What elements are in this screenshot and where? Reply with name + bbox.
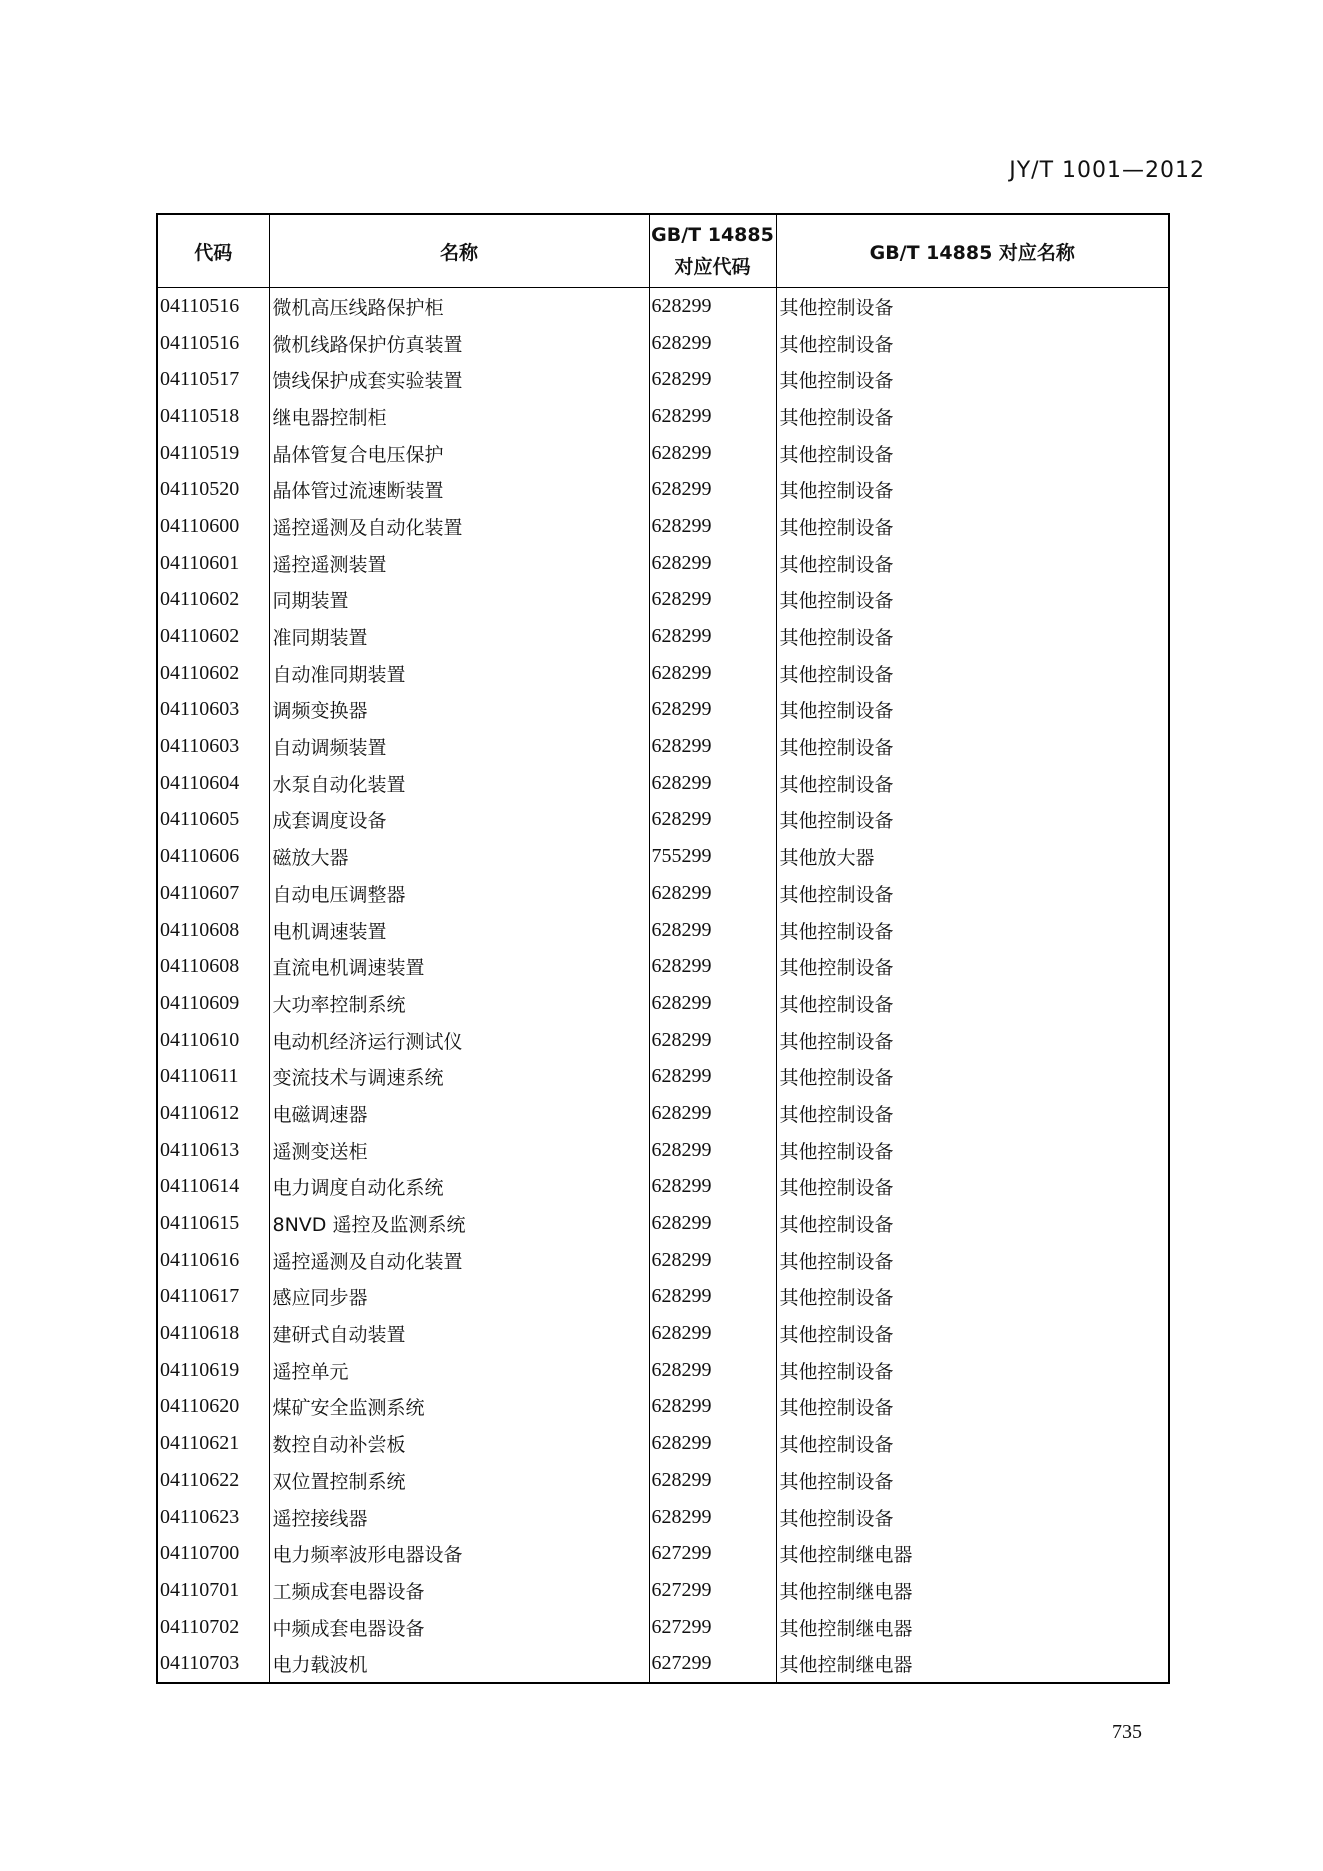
cell-gb-name: 其他控制设备 bbox=[776, 471, 1169, 508]
cell-gb-name: 其他控制设备 bbox=[776, 1499, 1169, 1536]
cell-gb-name: 其他控制设备 bbox=[776, 1242, 1169, 1279]
cell-gb-code: 628299 bbox=[649, 508, 776, 545]
cell-name: 直流电机调速装置 bbox=[269, 948, 649, 985]
cell-gb-name: 其他控制设备 bbox=[776, 288, 1169, 325]
cell-gb-code: 628299 bbox=[649, 912, 776, 949]
cell-code: 04110600 bbox=[157, 508, 269, 545]
cell-gb-code: 628299 bbox=[649, 1315, 776, 1352]
table-row bbox=[157, 838, 1169, 875]
cell-gb-code: 628299 bbox=[649, 692, 776, 729]
cell-gb-code: 628299 bbox=[649, 728, 776, 765]
cell-gb-name: 其他控制设备 bbox=[776, 912, 1169, 949]
cell-gb-code: 628299 bbox=[649, 398, 776, 435]
cell-code: 04110605 bbox=[157, 802, 269, 839]
cell-gb-code: 628299 bbox=[649, 325, 776, 362]
cell-gb-code: 627299 bbox=[649, 1645, 776, 1683]
column-header-gb-name: GB/T 14885 对应名称 bbox=[776, 214, 1169, 288]
table-row bbox=[157, 765, 1169, 802]
cell-name: 电机调速装置 bbox=[269, 912, 649, 949]
cell-code: 04110606 bbox=[157, 838, 269, 875]
cell-name: 8NVD 遥控及监测系统 bbox=[269, 1205, 649, 1242]
cell-gb-name: 其他控制设备 bbox=[776, 692, 1169, 729]
table-row bbox=[157, 655, 1169, 692]
table-row bbox=[157, 802, 1169, 839]
cell-gb-code: 628299 bbox=[649, 471, 776, 508]
cell-gb-code: 628299 bbox=[649, 582, 776, 619]
cell-name: 电力频率波形电器设备 bbox=[269, 1535, 649, 1572]
cell-gb-code: 628299 bbox=[649, 1169, 776, 1206]
cell-gb-name: 其他控制设备 bbox=[776, 1095, 1169, 1132]
table-row bbox=[157, 1022, 1169, 1059]
cell-gb-name: 其他控制设备 bbox=[776, 1462, 1169, 1499]
table-body bbox=[157, 288, 1169, 1684]
cell-gb-code: 628299 bbox=[649, 765, 776, 802]
cell-gb-code: 628299 bbox=[649, 1205, 776, 1242]
column-header-gb-code-line2: 对应代码 bbox=[674, 256, 751, 278]
cell-name: 遥控遥测及自动化装置 bbox=[269, 1242, 649, 1279]
cell-gb-code: 628299 bbox=[649, 435, 776, 472]
cell-gb-name: 其他控制设备 bbox=[776, 1389, 1169, 1426]
cell-name: 中频成套电器设备 bbox=[269, 1609, 649, 1646]
cell-gb-name: 其他控制设备 bbox=[776, 875, 1169, 912]
cell-code: 04110615 bbox=[157, 1205, 269, 1242]
cell-gb-code: 627299 bbox=[649, 1572, 776, 1609]
table-row bbox=[157, 1389, 1169, 1426]
cell-code: 04110702 bbox=[157, 1609, 269, 1646]
table-row bbox=[157, 692, 1169, 729]
cell-gb-code: 628299 bbox=[649, 361, 776, 398]
table-row bbox=[157, 1205, 1169, 1242]
cell-gb-name: 其他控制设备 bbox=[776, 1169, 1169, 1206]
table-row bbox=[157, 618, 1169, 655]
cell-gb-name: 其他控制继电器 bbox=[776, 1645, 1169, 1683]
table-row bbox=[157, 325, 1169, 362]
cell-gb-name: 其他控制设备 bbox=[776, 325, 1169, 362]
table-row bbox=[157, 1242, 1169, 1279]
column-header-gb-code-line1: GB/T 14885 bbox=[651, 224, 774, 246]
cell-code: 04110700 bbox=[157, 1535, 269, 1572]
cell-code: 04110607 bbox=[157, 875, 269, 912]
cell-code: 04110520 bbox=[157, 471, 269, 508]
cell-code: 04110516 bbox=[157, 288, 269, 325]
cell-gb-name: 其他控制设备 bbox=[776, 1279, 1169, 1316]
cell-gb-code: 628299 bbox=[649, 1058, 776, 1095]
cell-name: 遥控单元 bbox=[269, 1352, 649, 1389]
cell-name: 大功率控制系统 bbox=[269, 985, 649, 1022]
cell-gb-code: 628299 bbox=[649, 1132, 776, 1169]
header-row bbox=[157, 214, 1169, 288]
cell-gb-code: 628299 bbox=[649, 545, 776, 582]
cell-gb-name: 其他控制设备 bbox=[776, 1022, 1169, 1059]
cell-gb-code: 628299 bbox=[649, 1425, 776, 1462]
cell-code: 04110620 bbox=[157, 1389, 269, 1426]
table-row bbox=[157, 361, 1169, 398]
cell-name: 电磁调速器 bbox=[269, 1095, 649, 1132]
page-number: 735 bbox=[1112, 1721, 1142, 1743]
cell-gb-name: 其他控制设备 bbox=[776, 582, 1169, 619]
table-row bbox=[157, 435, 1169, 472]
cell-gb-name: 其他控制设备 bbox=[776, 361, 1169, 398]
table-header bbox=[157, 214, 1169, 288]
cell-name: 晶体管复合电压保护 bbox=[269, 435, 649, 472]
cell-gb-name: 其他控制设备 bbox=[776, 1058, 1169, 1095]
cell-name: 电力调度自动化系统 bbox=[269, 1169, 649, 1206]
table-row bbox=[157, 1058, 1169, 1095]
column-header-name: 名称 bbox=[269, 214, 649, 288]
cell-code: 04110518 bbox=[157, 398, 269, 435]
cell-gb-code: 628299 bbox=[649, 618, 776, 655]
cell-gb-code: 628299 bbox=[649, 1242, 776, 1279]
cell-gb-code: 628299 bbox=[649, 288, 776, 325]
code-mapping-table bbox=[156, 213, 1170, 1684]
cell-gb-name: 其他控制设备 bbox=[776, 728, 1169, 765]
cell-name: 遥控接线器 bbox=[269, 1499, 649, 1536]
cell-gb-name: 其他控制设备 bbox=[776, 545, 1169, 582]
cell-gb-code: 628299 bbox=[649, 1462, 776, 1499]
cell-code: 04110617 bbox=[157, 1279, 269, 1316]
cell-code: 04110610 bbox=[157, 1022, 269, 1059]
cell-name: 自动准同期装置 bbox=[269, 655, 649, 692]
table-row bbox=[157, 1132, 1169, 1169]
table-row bbox=[157, 1535, 1169, 1572]
cell-gb-name: 其他控制设备 bbox=[776, 765, 1169, 802]
cell-gb-name: 其他控制设备 bbox=[776, 618, 1169, 655]
cell-name: 自动调频装置 bbox=[269, 728, 649, 765]
table-row bbox=[157, 875, 1169, 912]
cell-name: 双位置控制系统 bbox=[269, 1462, 649, 1499]
cell-code: 04110623 bbox=[157, 1499, 269, 1536]
cell-name: 磁放大器 bbox=[269, 838, 649, 875]
table-row bbox=[157, 471, 1169, 508]
cell-name: 晶体管过流速断装置 bbox=[269, 471, 649, 508]
cell-code: 04110618 bbox=[157, 1315, 269, 1352]
cell-code: 04110604 bbox=[157, 765, 269, 802]
table-row bbox=[157, 948, 1169, 985]
cell-name: 变流技术与调速系统 bbox=[269, 1058, 649, 1095]
cell-code: 04110611 bbox=[157, 1058, 269, 1095]
cell-code: 04110519 bbox=[157, 435, 269, 472]
cell-gb-name: 其他控制设备 bbox=[776, 948, 1169, 985]
cell-gb-name: 其他控制设备 bbox=[776, 655, 1169, 692]
cell-name: 水泵自动化装置 bbox=[269, 765, 649, 802]
table-row bbox=[157, 545, 1169, 582]
table-row bbox=[157, 1499, 1169, 1536]
table-row bbox=[157, 1462, 1169, 1499]
table-row bbox=[157, 288, 1169, 325]
table-row bbox=[157, 728, 1169, 765]
cell-name: 自动电压调整器 bbox=[269, 875, 649, 912]
cell-code: 04110616 bbox=[157, 1242, 269, 1279]
cell-name: 微机线路保护仿真装置 bbox=[269, 325, 649, 362]
cell-gb-name: 其他控制设备 bbox=[776, 985, 1169, 1022]
cell-gb-name: 其他控制设备 bbox=[776, 508, 1169, 545]
cell-code: 04110621 bbox=[157, 1425, 269, 1462]
table-row bbox=[157, 1645, 1169, 1683]
cell-name: 准同期装置 bbox=[269, 618, 649, 655]
cell-code: 04110701 bbox=[157, 1572, 269, 1609]
table-row bbox=[157, 1425, 1169, 1462]
cell-gb-name: 其他控制设备 bbox=[776, 1315, 1169, 1352]
cell-gb-name: 其他控制设备 bbox=[776, 435, 1169, 472]
cell-name: 工频成套电器设备 bbox=[269, 1572, 649, 1609]
cell-gb-name: 其他控制设备 bbox=[776, 398, 1169, 435]
cell-gb-code: 628299 bbox=[649, 1389, 776, 1426]
cell-name: 调频变换器 bbox=[269, 692, 649, 729]
table-row bbox=[157, 1279, 1169, 1316]
table-row bbox=[157, 1169, 1169, 1206]
cell-name: 建研式自动装置 bbox=[269, 1315, 649, 1352]
cell-code: 04110614 bbox=[157, 1169, 269, 1206]
cell-name: 遥控遥测及自动化装置 bbox=[269, 508, 649, 545]
cell-gb-code: 628299 bbox=[649, 875, 776, 912]
cell-gb-name: 其他控制继电器 bbox=[776, 1609, 1169, 1646]
cell-name: 煤矿安全监测系统 bbox=[269, 1389, 649, 1426]
table-row bbox=[157, 508, 1169, 545]
cell-code: 04110602 bbox=[157, 655, 269, 692]
cell-gb-code: 755299 bbox=[649, 838, 776, 875]
table-row bbox=[157, 1352, 1169, 1389]
cell-code: 04110603 bbox=[157, 728, 269, 765]
cell-gb-name: 其他控制设备 bbox=[776, 1425, 1169, 1462]
cell-name: 感应同步器 bbox=[269, 1279, 649, 1316]
cell-code: 04110602 bbox=[157, 582, 269, 619]
cell-code: 04110622 bbox=[157, 1462, 269, 1499]
table-row bbox=[157, 1095, 1169, 1132]
cell-code: 04110516 bbox=[157, 325, 269, 362]
cell-gb-code: 628299 bbox=[649, 1279, 776, 1316]
table-row bbox=[157, 1609, 1169, 1646]
code-mapping-table-container bbox=[156, 213, 1168, 1684]
cell-code: 04110603 bbox=[157, 692, 269, 729]
cell-gb-code: 627299 bbox=[649, 1535, 776, 1572]
cell-name: 数控自动补尝板 bbox=[269, 1425, 649, 1462]
cell-gb-name: 其他控制设备 bbox=[776, 1132, 1169, 1169]
cell-name: 微机高压线路保护柜 bbox=[269, 288, 649, 325]
cell-code: 04110601 bbox=[157, 545, 269, 582]
cell-gb-code: 628299 bbox=[649, 1499, 776, 1536]
cell-name: 成套调度设备 bbox=[269, 802, 649, 839]
cell-gb-name: 其他控制设备 bbox=[776, 802, 1169, 839]
cell-code: 04110608 bbox=[157, 912, 269, 949]
standard-code: JY/T 1001—2012 bbox=[1009, 158, 1205, 183]
table-row bbox=[157, 912, 1169, 949]
cell-code: 04110613 bbox=[157, 1132, 269, 1169]
cell-gb-code: 628299 bbox=[649, 1352, 776, 1389]
cell-gb-name: 其他放大器 bbox=[776, 838, 1169, 875]
table-row bbox=[157, 1315, 1169, 1352]
cell-gb-name: 其他控制设备 bbox=[776, 1352, 1169, 1389]
cell-code: 04110517 bbox=[157, 361, 269, 398]
cell-code: 04110609 bbox=[157, 985, 269, 1022]
cell-name: 电力载波机 bbox=[269, 1645, 649, 1683]
column-header-code: 代码 bbox=[157, 214, 269, 288]
cell-name: 遥测变送柜 bbox=[269, 1132, 649, 1169]
cell-gb-code: 628299 bbox=[649, 985, 776, 1022]
cell-gb-name: 其他控制设备 bbox=[776, 1205, 1169, 1242]
cell-code: 04110608 bbox=[157, 948, 269, 985]
cell-code: 04110602 bbox=[157, 618, 269, 655]
cell-gb-code: 627299 bbox=[649, 1609, 776, 1646]
table-row bbox=[157, 985, 1169, 1022]
cell-gb-code: 628299 bbox=[649, 948, 776, 985]
cell-code: 04110612 bbox=[157, 1095, 269, 1132]
cell-name: 同期装置 bbox=[269, 582, 649, 619]
cell-gb-name: 其他控制继电器 bbox=[776, 1535, 1169, 1572]
cell-code: 04110619 bbox=[157, 1352, 269, 1389]
table-row bbox=[157, 398, 1169, 435]
cell-gb-code: 628299 bbox=[649, 1022, 776, 1059]
cell-gb-code: 628299 bbox=[649, 1095, 776, 1132]
cell-code: 04110703 bbox=[157, 1645, 269, 1683]
column-header-gb-code bbox=[649, 214, 776, 288]
cell-gb-name: 其他控制继电器 bbox=[776, 1572, 1169, 1609]
table-row bbox=[157, 1572, 1169, 1609]
cell-name: 电动机经济运行测试仪 bbox=[269, 1022, 649, 1059]
cell-gb-code: 628299 bbox=[649, 802, 776, 839]
table-row bbox=[157, 582, 1169, 619]
cell-name: 继电器控制柜 bbox=[269, 398, 649, 435]
cell-name: 遥控遥测装置 bbox=[269, 545, 649, 582]
cell-name: 馈线保护成套实验装置 bbox=[269, 361, 649, 398]
cell-gb-code: 628299 bbox=[649, 655, 776, 692]
